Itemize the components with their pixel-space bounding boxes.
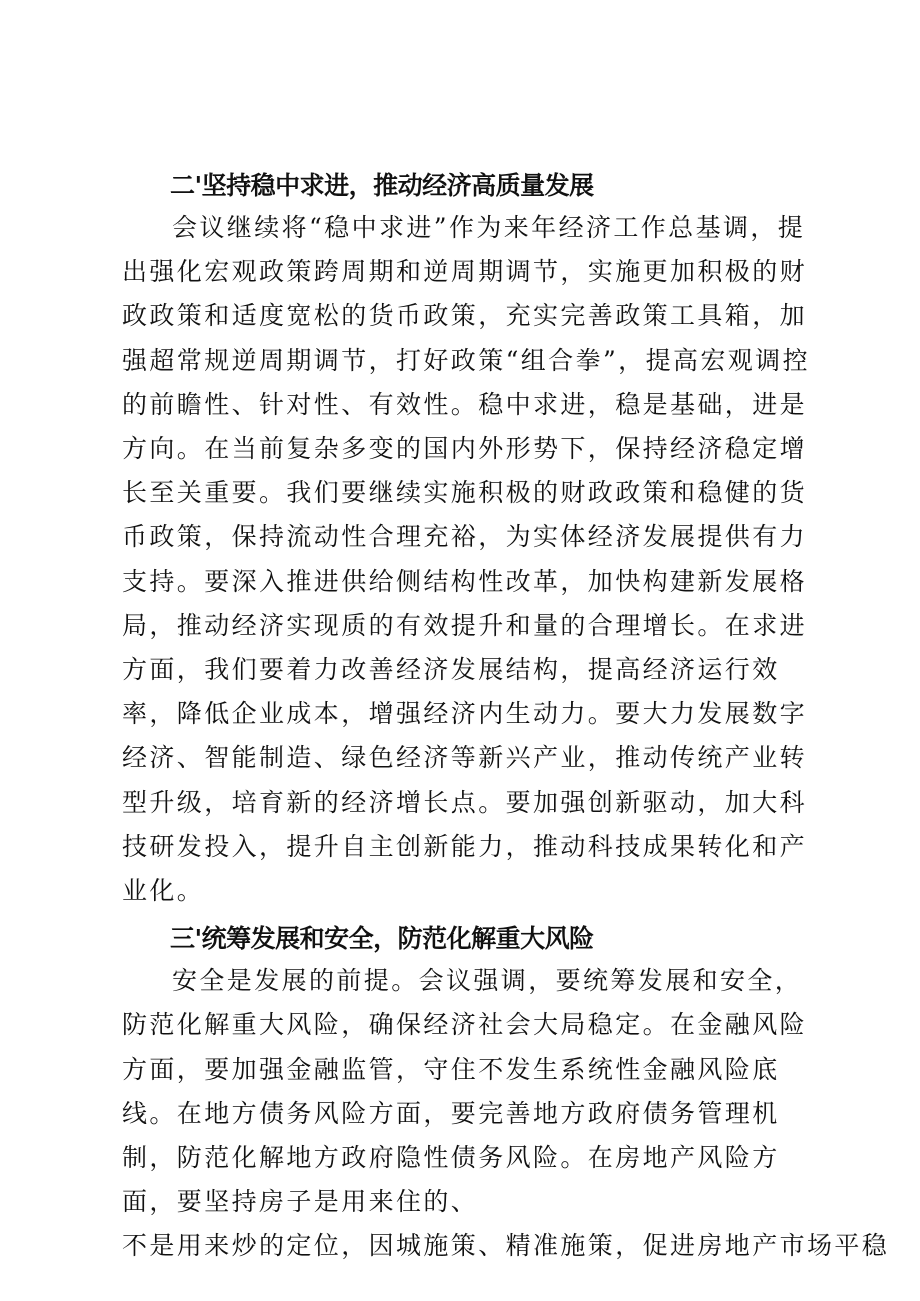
section-3-paragraph: 安全是发展的前提。会议强调，要统筹发展和安全，防范化解重大风险，确保经济社会大局稳定。在金融风险方面，要加强金融监管，守住不发生系统性金融风险底线。在地方债务风险方面，要完善地方政府债务管理机制，防范化解地方政府隐性债务风险。在房地产风险方面，要坚持房子是用来住的、 [122, 966, 808, 1217]
section-3-continuation-line: 不是用来炒的定位，因城施策、精准施策，促进房地产市场平稳 [122, 1231, 890, 1261]
document-body [122, 166, 890, 1269]
section-2-heading: 二'坚持稳中求进，推动经济高质量发展 [170, 171, 594, 200]
section-3-heading: 三'统筹发展和安全，防范化解重大风险 [170, 924, 594, 954]
section-2-paragraph: 会议继续将“稳中求进”作为来年经济工作总基调，提出强化宏观政策跨周期和逆周期调节，实施更加积极的财政政策和适度宽松的货币政策，充实完善政策工具箱，加强超常规逆周期调节，打好政策“组合拳”，提高宏观调控的前瞻性、针对性、有效性。稳中求进，稳是基础，进是方向。在当前复杂多变的国内外形势下，保持经济稳定增长至关重要。我们要继续实施积极的财政政策和稳健的货币政策，保持流动性合理充裕，为实体经济发展提供有力支持。要深入推进供给侧结构性改革，加快构建新发展格局，推动经济实现质的有效提升和量的合理增长。在求进方面，我们要着力改善经济发展结构，提高经济运行效率，降低企业成本，增强经济内生动力。要大力发展数字经济、智能制造、绿色经济等新兴产业，推动传统产业转型升级，培育新的经济增长点。要加强创新驱动，加大科技研发投入，提升自主创新能力，推动科技成果转化和产业化。 [122, 213, 810, 906]
